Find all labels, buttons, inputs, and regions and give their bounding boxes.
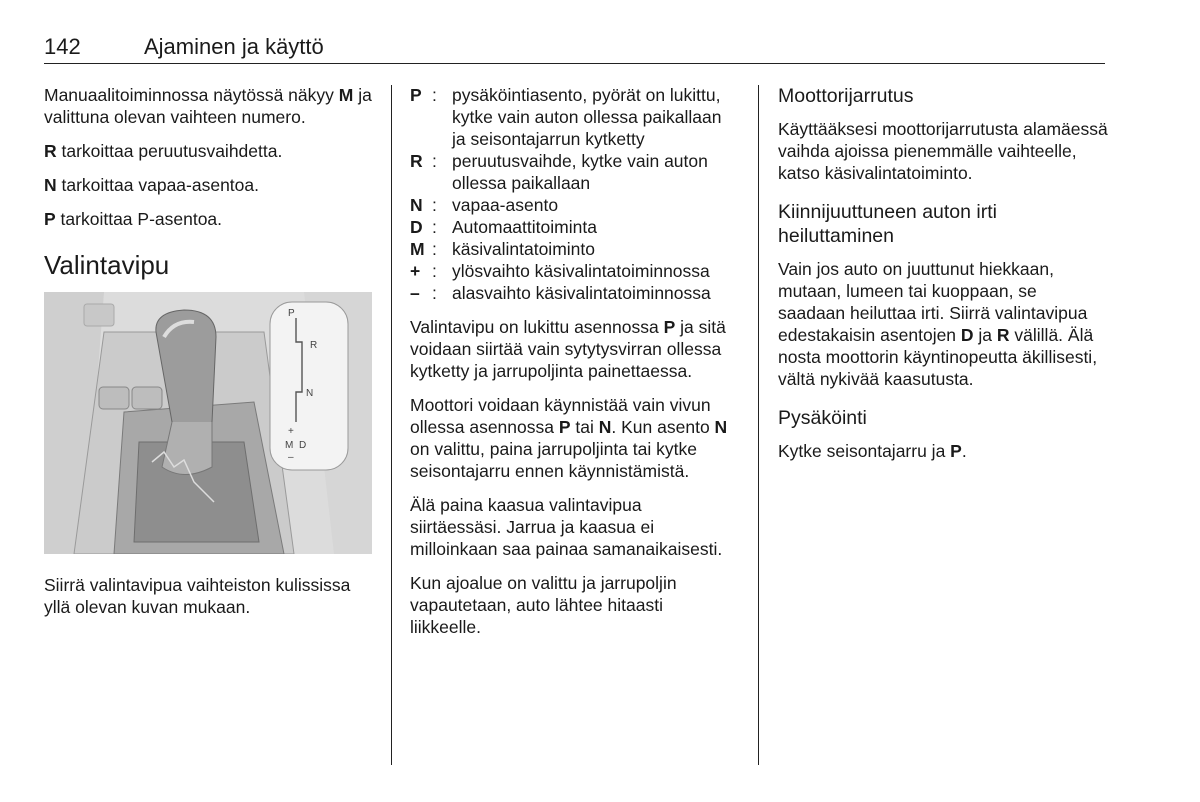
- gate-label-r: R: [310, 340, 318, 351]
- paragraph-manual-display: Manuaalitoiminnossa näytössä näkyy M ja valittuna olevan vaihteen numero.: [44, 85, 372, 127]
- gate-label-minus: –: [288, 452, 294, 463]
- column-left: [44, 84, 374, 630]
- figure-caption: Siirrä valintavipua vaihteiston kulississa yllä olevan kuvan mukaan.: [44, 575, 351, 617]
- paragraph-parking: Kytke seisontajarru ja P.: [778, 441, 967, 461]
- column-divider-1: [391, 85, 392, 765]
- paragraph-rocking-free: Vain jos auto on juuttunut hiekkaan, mutaan, lumeen tai kuoppaan, se saadaan heiluttaa irti. Siirrä valintavipua edestakaisin asentojen D ja R välillä. Älä nosta moottorin käyntinopeutta äkillisesti, vältä nykivää kaasutusta.: [778, 259, 1098, 389]
- gear-selector-illustration: [44, 292, 372, 554]
- legend-row-d: D : Automaattitoiminta: [410, 217, 597, 237]
- paragraph-engine-braking: Käyttääksesi moottorijarrutusta alamäessä vaihda ajoissa pienemmälle vaihteelle, katso käsivalintatoiminto.: [778, 119, 1108, 183]
- paragraph-creep: Kun ajoalue on valittu ja jarrupoljin vapautetaan, auto lähtee hitaasti liikkeelle.: [410, 573, 677, 637]
- paragraph-p-meaning: P tarkoittaa P-asentoa.: [44, 209, 223, 229]
- chapter-title: Ajaminen ja käyttö: [144, 34, 324, 59]
- column-middle: [410, 84, 730, 650]
- paragraph-r-meaning: R tarkoittaa peruutusvaihdetta.: [44, 141, 283, 161]
- gate-label-plus: +: [288, 426, 294, 437]
- gate-label-d: D: [299, 440, 307, 451]
- paragraph-lever-locked: Valintavipu on lukittu asennossa P ja sitä voidaan siirtää vain sytytysvirran ollessa kytketty ja jarrupoljinta painettaessa.: [410, 317, 726, 381]
- header-rule: [44, 63, 1105, 64]
- paragraph-no-throttle: Älä paina kaasua valintavipua siirtäessäsi. Jarrua ja kaasua ei milloinkaan saa painaa samanaikaisesti.: [410, 495, 723, 559]
- column-divider-2: [758, 85, 759, 765]
- paragraph-n-meaning: N tarkoittaa vapaa-asentoa.: [44, 175, 259, 195]
- legend-row-n: N : vapaa-asento: [410, 195, 559, 215]
- heading-engine-braking: Moottorijarrutus: [778, 85, 914, 107]
- page-number: 142: [44, 34, 81, 59]
- gear-position-legend: [410, 84, 730, 304]
- gate-label-m: M: [285, 440, 294, 451]
- heading-parking: Pysäköinti: [778, 407, 867, 429]
- section-heading-selector-lever: Valintavipu: [44, 250, 170, 280]
- heading-rocking-free: Kiinnijuuttuneen auton irti heiluttaminen: [778, 201, 997, 247]
- page-header: [44, 34, 1105, 64]
- legend-row-plus: + : ylösvaihto käsivalintatoiminnossa: [410, 261, 710, 281]
- gate-label-n: N: [306, 388, 314, 399]
- legend-row-p: P : pysäköintiasento, pyörät on lukittu, kytke vain auton ollessa paikallaan ja seisontajarrun kytketty: [410, 85, 722, 149]
- gear-lever-image: [44, 292, 372, 554]
- legend-row-minus: – : alasvaihto käsivalintatoiminnossa: [410, 283, 711, 303]
- legend-row-m: M : käsivalintatoiminto: [410, 239, 595, 259]
- legend-row-r: R : peruutusvaihde, kytke vain auton ollessa paikallaan: [410, 151, 708, 193]
- column-right: [778, 84, 1108, 474]
- paragraph-engine-start: Moottori voidaan käynnistää vain vivun ollessa asennossa P tai N. Kun asento N on valittu, paina jarrupoljinta tai kytke seisontajarru ennen käynnistämistä.: [410, 395, 728, 481]
- gate-label-p: P: [288, 308, 295, 319]
